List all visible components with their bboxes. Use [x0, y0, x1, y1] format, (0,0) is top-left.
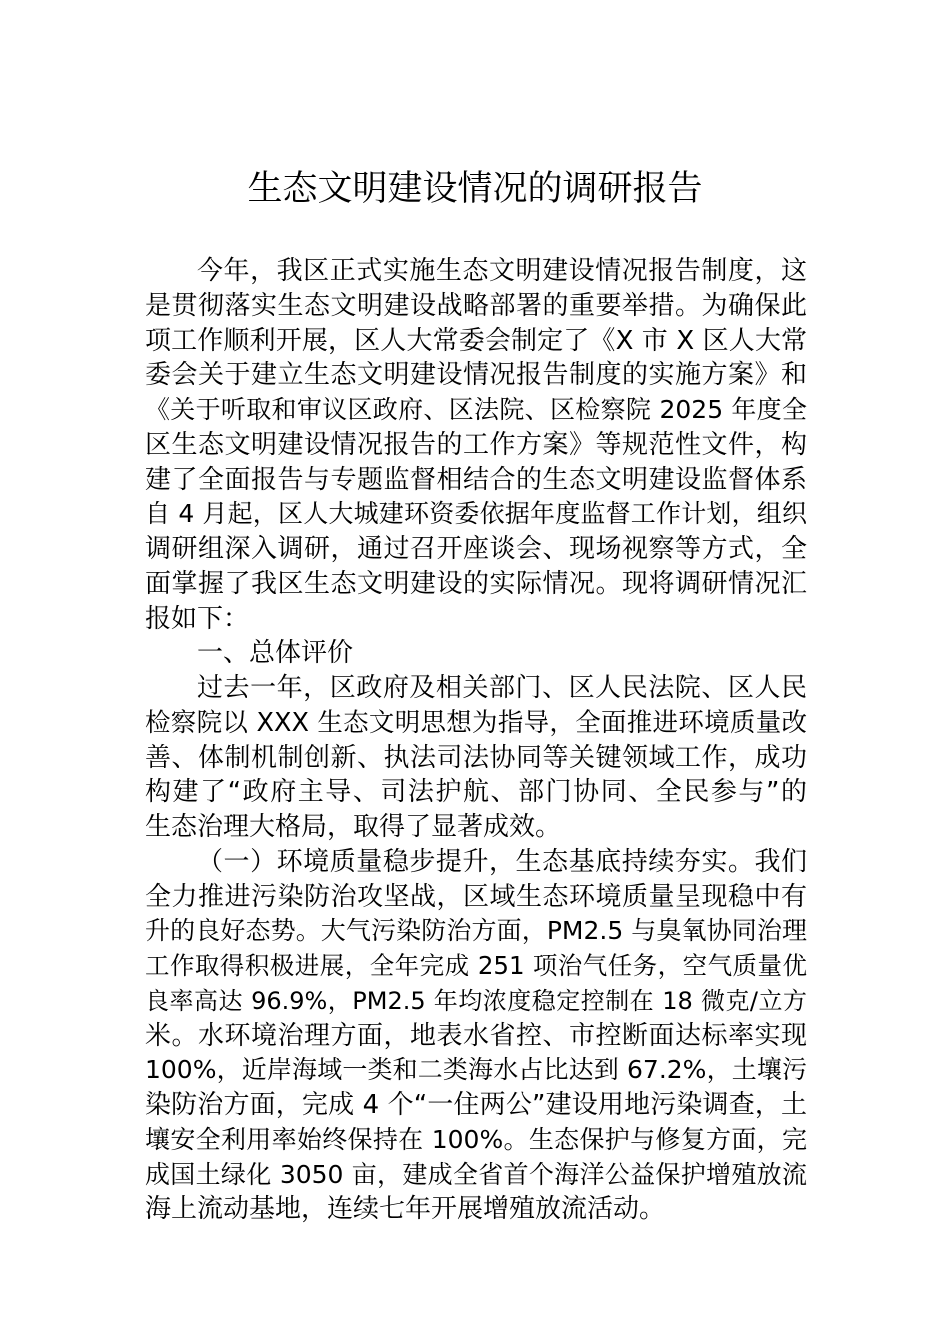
- text-line: 构建了“政府主导、司法护航、部门协同、全民参与”的: [145, 777, 807, 808]
- text-line: 良率高达 96.9%，PM2.5 年均浓度稳定控制在 18 微克/立方: [145, 986, 807, 1015]
- text-line: 建了全面报告与专题监督相结合的生态文明建设监督体系: [145, 464, 807, 495]
- text-line: 委会关于建立生态文明建设情况报告制度的实施方案》和: [145, 360, 807, 391]
- text-line: 今年，我区正式实施生态文明建设情况报告制度，这: [197, 256, 807, 286]
- document-title: 生态文明建设情况的调研报告: [247, 169, 703, 209]
- text-line: 调研组深入调研，通过召开座谈会、现场视察等方式，全: [145, 534, 807, 564]
- text-line: 项工作顺利开展，区人大常委会制定了《X 市 X 区人大常: [145, 325, 807, 356]
- text-line: （一）环境质量稳步提升，生态基底持续夯实。我们: [197, 846, 807, 877]
- text-line: 《关于听取和审议区政府、区法院、区检察院 2025 年度全: [145, 395, 807, 424]
- text-line: 检察院以 XXX 生态文明思想为指导，全面推进环境质量改: [145, 707, 807, 738]
- text-line: 成国土绿化 3050 亩，建成全省首个海洋公益保护增殖放流: [145, 1159, 807, 1189]
- text-line: 壤安全利用率始终保持在 100%。生态保护与修复方面，完: [145, 1124, 807, 1154]
- document-body: [145, 254, 807, 1227]
- text-line: 生态治理大格局，取得了显著成效。: [145, 812, 562, 842]
- text-line: 海上流动基地，连续七年开展增殖放流活动。: [145, 1194, 666, 1225]
- text-line: 面掌握了我区生态文明建设的实际情况。现将调研情况汇: [145, 568, 807, 599]
- text-line: 报如下：: [145, 603, 250, 634]
- text-line: 自 4 月起，区人大城建环资委依据年度监督工作计划，组织: [145, 499, 807, 529]
- text-line: 米。水环境治理方面，地表水省控、市控断面达标率实现: [145, 1020, 807, 1051]
- text-line: 工作取得积极进展，全年完成 251 项治气任务，空气质量优: [145, 951, 807, 980]
- text-line: 过去一年，区政府及相关部门、区人民法院、区人民: [197, 673, 807, 703]
- text-line: 善、体制机制创新、执法司法协同等关键领域工作，成功: [145, 742, 807, 773]
- text-line: 染防治方面，完成 4 个“一住两公”建设用地污染调查，土: [145, 1090, 807, 1120]
- text-line: 区生态文明建设情况报告的工作方案》等规范性文件，构: [145, 429, 807, 460]
- text-line: 100%，近岸海域一类和二类海水占比达到 67.2%，土壤污: [145, 1055, 807, 1085]
- text-line: 一、总体评价: [197, 638, 354, 669]
- text-line: 升的良好态势。大气污染防治方面，PM2.5 与臭氧协同治理: [145, 916, 807, 946]
- text-line: 全力推进污染防治攻坚战，区域生态环境质量呈现稳中有: [145, 881, 807, 912]
- text-line: 是贯彻落实生态文明建设战略部署的重要举措。为确保此: [145, 290, 807, 321]
